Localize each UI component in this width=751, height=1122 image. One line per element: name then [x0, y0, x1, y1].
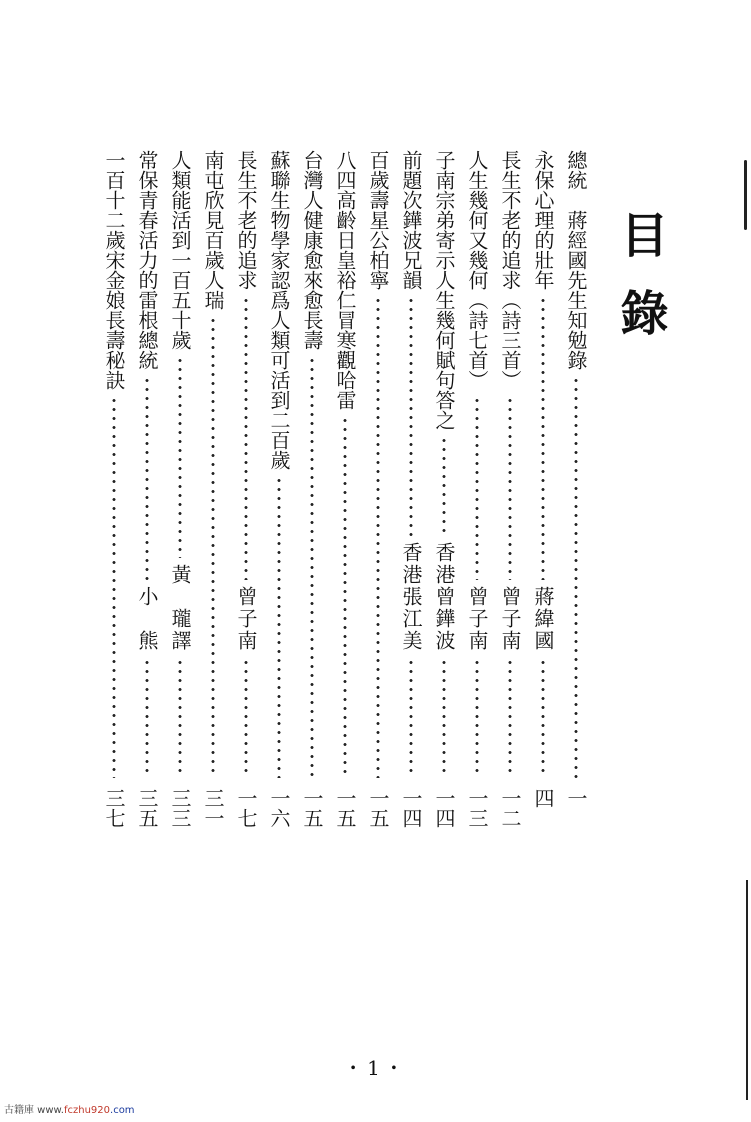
toc-entry-page: 一五 [300, 788, 324, 828]
watermark [4, 1101, 135, 1116]
watermark-accent: fczhu920 [63, 1105, 111, 1116]
dot-leader [364, 296, 392, 778]
toc-entry-title: 蘇聯生物學家認爲人類可活到二百歲 [267, 150, 291, 470]
dot-leader [133, 376, 161, 580]
toc-entry [232, 150, 260, 840]
toc-entry [133, 150, 161, 840]
toc-entry-title: 南屯欣見百歲人瑞 [201, 150, 225, 310]
page-number: ・1・ [343, 1056, 408, 1080]
toc-entry-title: 台灣人健康愈來愈長壽 [300, 150, 324, 350]
toc-entry-page: 四 [531, 788, 555, 808]
toc-entry-title: 總統 蔣經國先生知勉錄 [564, 150, 588, 370]
dot-leader [133, 658, 161, 778]
table-of-contents [100, 150, 590, 850]
toc-entry [529, 150, 557, 840]
dot-leader [529, 296, 557, 580]
toc-entry [199, 150, 227, 840]
toc-entry-title: 人類能活到一百五十歲 [168, 150, 192, 350]
dot-leader [265, 476, 293, 778]
toc-entry-page: 一四 [399, 788, 423, 828]
toc-entry-page: 一五 [333, 788, 357, 828]
dot-leader [232, 296, 260, 580]
toc-entry-page: 三三 [168, 788, 192, 828]
toc-entry-page: 一二 [498, 788, 522, 828]
toc-entry-title: 永保心理的壯年 [531, 150, 555, 290]
toc-entry [331, 150, 359, 840]
toc-entry-title: 一百十二歲宋金娘長壽秘訣 [102, 150, 126, 390]
toc-entry-author: 曾子南 [498, 586, 522, 652]
dot-leader [463, 658, 491, 778]
dot-leader [397, 658, 425, 778]
dot-leader [496, 396, 524, 580]
dot-leader [199, 316, 227, 778]
toc-entry-author: 蔣緯國 [531, 586, 555, 652]
toc-entry-title: 長生不老的追求（詩三首） [498, 150, 522, 390]
toc-entry-page: 三七 [102, 788, 126, 828]
toc-entry [364, 150, 392, 840]
toc-entry-title: 長生不老的追求 [234, 150, 258, 290]
toc-entry-page: 三一 [201, 788, 225, 828]
scan-edge-mark [746, 880, 748, 1100]
dot-leader [562, 376, 590, 778]
toc-entry-page: 三五 [135, 788, 159, 828]
dot-leader [397, 296, 425, 536]
toc-entry-title: 前題次鏵波兄韻 [399, 150, 423, 290]
dot-leader [463, 396, 491, 580]
toc-entry-title: 人生幾何又幾何（詩七首） [465, 150, 489, 390]
toc-entry-author: 香港張江美 [399, 542, 423, 652]
toc-entry [496, 150, 524, 840]
scan-edge-mark [744, 160, 747, 230]
dot-leader [166, 356, 194, 558]
dot-leader [430, 658, 458, 778]
toc-entry [463, 150, 491, 840]
watermark-prefix: 古籍庫 www. [4, 1105, 64, 1116]
toc-entry [298, 150, 326, 840]
toc-entry-title: 常保青春活力的雷根總統 [135, 150, 159, 370]
dot-leader [529, 658, 557, 778]
toc-entry-page: 一五 [366, 788, 390, 828]
dot-leader [430, 436, 458, 536]
toc-entry-page: 一 [564, 788, 588, 808]
dot-leader [496, 658, 524, 778]
dot-leader [166, 658, 194, 778]
dot-leader [100, 396, 128, 778]
toc-entry-author: 曾子南 [465, 586, 489, 652]
toc-entry-author: 小 熊 [135, 586, 159, 652]
watermark-suffix: .com [110, 1105, 135, 1116]
toc-entry-page: 一三 [465, 788, 489, 828]
toc-entry [430, 150, 458, 840]
toc-entry-author: 黃 瓏譯 [168, 564, 192, 652]
toc-entry-title: 子南宗弟寄示人生幾何賦句答之 [432, 150, 456, 430]
toc-entry [100, 150, 128, 840]
toc-entry [397, 150, 425, 840]
toc-entry-author: 香港曾鏵波 [432, 542, 456, 652]
toc-entry [265, 150, 293, 840]
toc-entry-page: 一七 [234, 788, 258, 828]
dot-leader [298, 356, 326, 778]
toc-entry [166, 150, 194, 840]
toc-entry-page: 一四 [432, 788, 456, 828]
dot-leader [232, 658, 260, 778]
dot-leader [331, 416, 359, 778]
toc-entry-author: 曾子南 [234, 586, 258, 652]
toc-entry-title: 八四高齡日皇裕仁冒寒觀哈雷 [333, 150, 357, 410]
toc-entry [562, 150, 590, 840]
toc-entry-title: 百歲壽星公柏寧 [366, 150, 390, 290]
page-title: 目錄 [612, 210, 668, 366]
toc-entry-page: 一六 [267, 788, 291, 828]
